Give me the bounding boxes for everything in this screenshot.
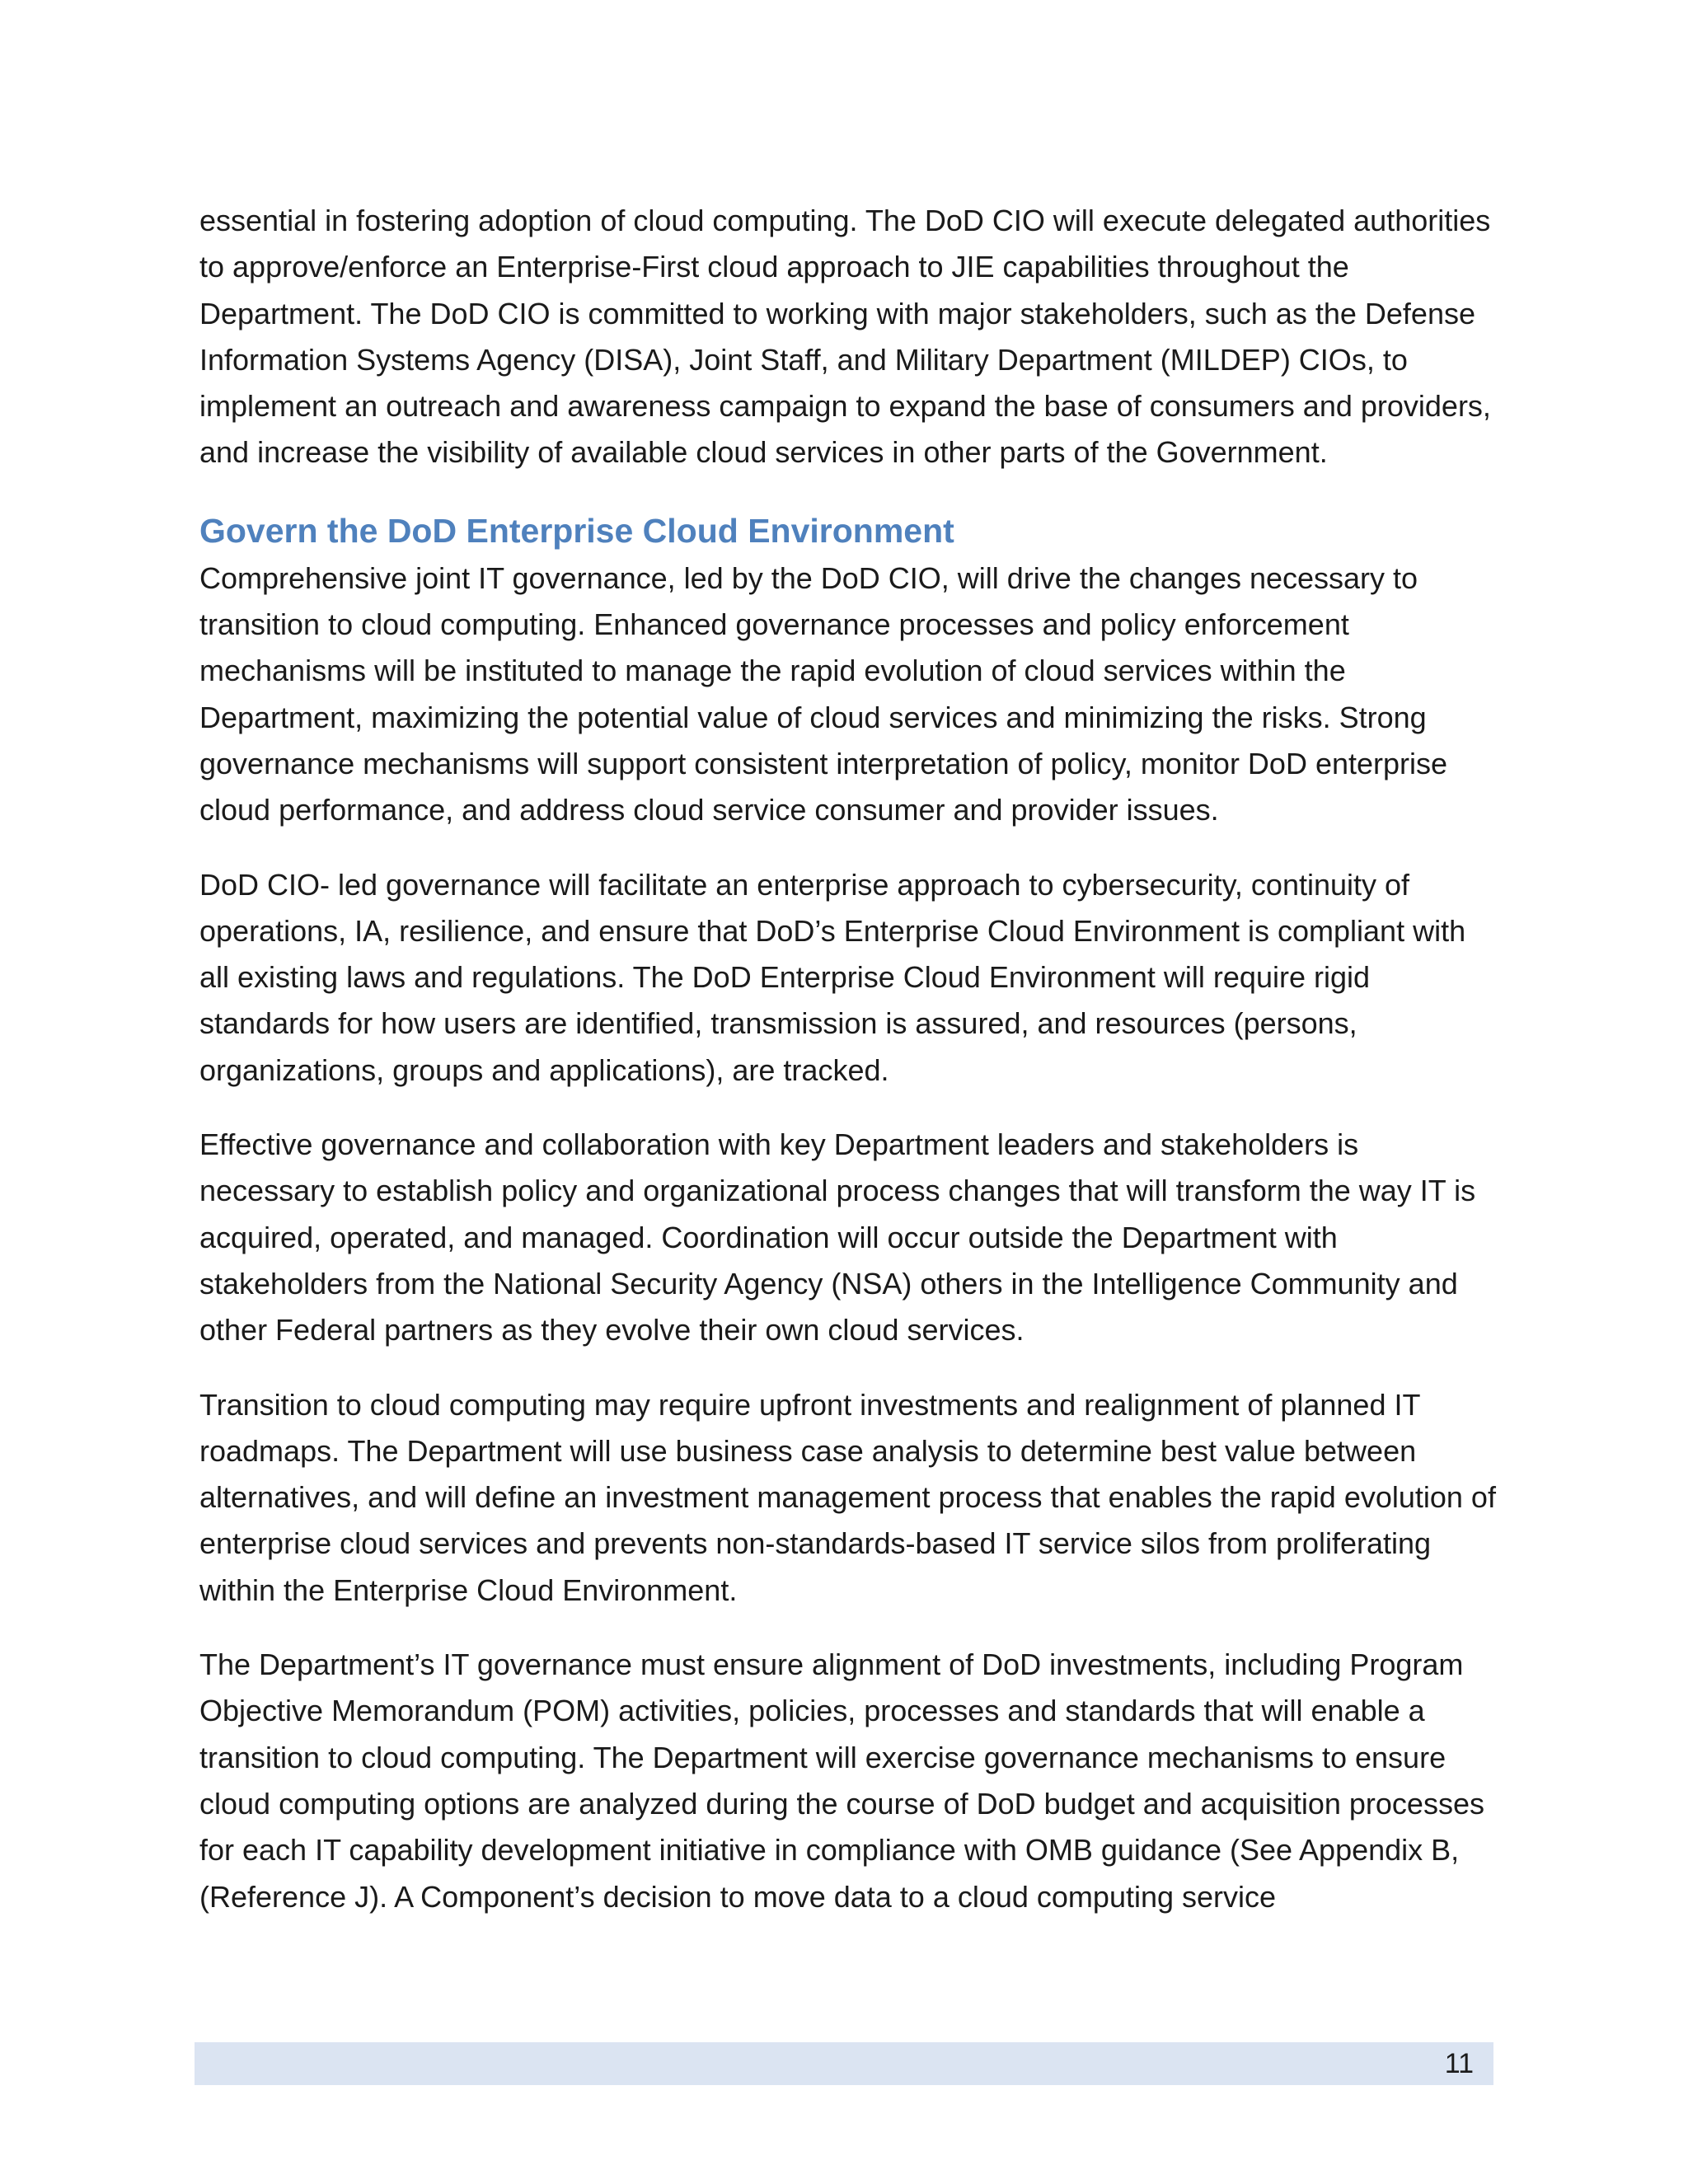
section-paragraph-2: DoD CIO- led governance will facilitate an enterprise approach to cybersecurity, continuity of operations, IA, resilience, and ensure that DoD’s Enterprise Cloud Environment is compliant with all existing laws and regulations. The DoD Enterprise Cloud Environment will require rigid standards for how users are identified, transmission is assured, and resources (persons, organizations, groups and applications), are tracked. (199, 867, 1466, 1087)
section-paragraph-4: Transition to cloud computing may require upfront investments and realignment of planned IT roadmaps. The Department will use business case analysis to determine best value between alternatives, and will define an investment management process that enables the rapid evolution of enterprise cloud services and prevents non-standards-based IT service silos from proliferating within the Enterprise Cloud Environment. (199, 1387, 1496, 1607)
footer-bar (195, 2042, 1493, 2085)
page-content (199, 198, 1502, 1948)
section-paragraph-1: Comprehensive joint IT governance, led by the DoD CIO, will drive the changes necessary to transition to cloud computing. Enhanced governance processes and policy enforcement mechanisms will be instituted to manage the rapid evolution of cloud services within the Department, maximizing the potential value of cloud services and minimizing the risks. Strong governance mechanisms will support consistent interpretation of policy, monitor DoD enterprise cloud performance, and address cloud service consumer and provider issues. (199, 560, 1448, 827)
page-number: 11 (1444, 2048, 1474, 2079)
section-paragraph-3: Effective governance and collaboration with key Department leaders and stakeholders is necessary to establish policy and organizational process changes that will transform the way IT is acquired, operated, and managed. Coordination will occur outside the Department with stakeholders from the National Security Agency (NSA) others in the Intelligence Community and other Federal partners as they evolve their own cloud services. (199, 1127, 1476, 1347)
section-heading: Govern the DoD Enterprise Cloud Environment (199, 511, 954, 550)
section-paragraph-5: The Department’s IT governance must ensure alignment of DoD investments, including Program Objective Memorandum (POM) activities, policies, processes and standards that will enable a transition to cloud computing. The Department will exercise governance mechanisms to ensure cloud computing options are analyzed during the course of DoD budget and acquisition processes for each IT capability development initiative in compliance with OMB guidance (See Appendix B,(Reference J). A Component’s decision to move data to a cloud computing service (199, 1647, 1484, 1914)
intro-paragraph: essential in fostering adoption of cloud computing. The DoD CIO will execute delegated authorities to approve/enforce an Enterprise-First cloud approach to JIE capabilities throughout the Department. The DoD CIO is committed to working with major stakeholders, such as the Defense Information Systems Agency (DISA), Joint Staff, and Military Department (MILDEP) CIOs, to implement an outreach and awareness campaign to expand the base of consumers and providers, and increase the visibility of available cloud services in other parts of the Government. (199, 204, 1491, 470)
